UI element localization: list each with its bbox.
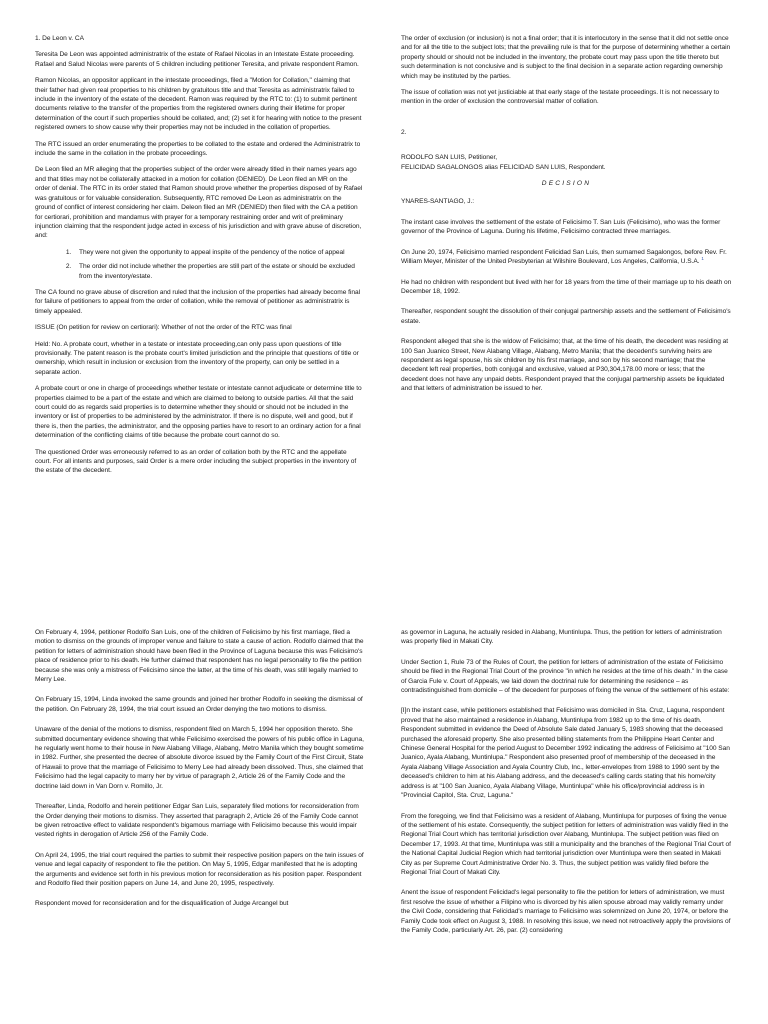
paragraph: Anent the issue of respondent Felicidad's legal personality to file the petition for letters of administration, we must first resolve the issue of whether a Filipino who is divorced by his alien spouse abroad may validly remarry under the Civil Code, considering that Felicidad's marriage to Felicisimo was solemnized on June 20, 1974, or before the Family Code took effect on August 3, 1988. In resolving this issue, we need not retroactively apply the provisions of the Family Code, particularly Art. 26, par. (2) considering: [401, 889, 731, 934]
paragraph: He had no children with respondent but lived with her for 18 years from the time of their marriage up to his death on December 18, 1992.: [401, 278, 732, 295]
paragraph: The instant case involves the settlement of the estate of Felicisimo T. San Luis (Felicisimo), who was the former governor of the Province of Laguna. During his lifetime, Felicisimo contracted three marriages.: [401, 218, 721, 236]
paragraph: The RTC issued an order enumerating the properties to be collated to the estate and ordered the Administratrix to include the same in the collation in the probate proceedings.: [35, 140, 361, 158]
paragraph: From the foregoing, we find that Felicisimo was a resident of Alabang, Muntinlupa for purposes of fixing the venue of the settlement of his estate. Consequently, the subject petition for letters of administration was validly filed in the Regional Trial Court which has territorial jurisdiction over Alabang, Muntinlupa. The subject petition was filed on December 17, 1993. At that time, Muntinlupa was still a municipality and the branches of the Regional Trial Court of the National Capital Judicial Region which had territorial jurisdiction over Muntinlupa were then seated in Makati City as per Supreme Court Administrative Order No. 3. Thus, the subject petition was validly filed before the Regional Trial Court of Makati City.: [401, 812, 731, 876]
paragraph: The issue of collation was not yet justiciable at that early stage of the testate proceedings. It is not necessary to mention in the order of exclusion the controversial matter of collation.: [401, 89, 720, 106]
paragraph: A probate court or one in charge of proceedings whether testate or intestate cannot adjudicate or determine title to properties claimed to be a part of the estate and which are claimed to belong to outside parties. All that the said court could do as regards said properties is to determine whether they should or should not be included in the inventory or list of properties to be administered by the administrator. If there is no dispute, well and good, but if there is, then the parties, the administrator, and the opposing parties have to resort to an ordinary action for a final determination of the conflicting claims of title because the probate court cannot do so.: [35, 385, 362, 440]
party-petitioner: RODOLFO SAN LUIS, Petitioner,: [401, 154, 498, 162]
paragraph: Thereafter, respondent sought the dissolution of their conjugal partnership assets and the settlement of Felicisimo's estate.: [401, 308, 731, 325]
case-number: 2.: [401, 128, 407, 136]
list-item: 2. The order did not include whether the properties are still part of the estate or should be excluded from the inventory/estate.: [73, 262, 363, 281]
top-left-column: [35, 34, 363, 483]
held-paragraph: Held: No. A probate court, whether in a testate or intestate proceeding,can only pass upon questions of title provisionally. The patent reason is the probate court's limited jurisdiction and the principle that questions of title or ownership, which result in inclusion or exclusion from the inventory of the property, can only be settled in a separate action.: [35, 340, 359, 376]
block-quote: [I]n the instant case, while petitioners established that Felicisimo was domiciled in Sta. Cruz, Laguna, respondent proved that he also maintained a residence in Alabang, Muntinlupa from 1982 up to the time of his death. Respondent submitted in evidence the Deed of Absolute Sale dated January 5, 1983 showing that the deceased purchased the aforesaid property. She also presented billing statements from the Philippine Heart Center and Chinese General Hospital for the period August to December 1992 indicating the address of Felicisimo at "100 San Juanico, Ayala Alabang, Muntinlupa." Respondent also presented proof of membership of the deceased in the Ayala Alabang Village Association and Ayala Country Club, Inc., letter-envelopes from 1988 to 1990 sent by the deceased's children to him at his Alabang address, and the deceased's calling cards stating that his home/city address is at "100 San Juanico, Ayala Alabang Village, Muntinlupa" while his office/provincial address is in "Provincial Capitol, Sta. Cruz, Laguna.": [401, 707, 730, 800]
numbered-list: [35, 248, 363, 281]
paragraph: De Leon filed an MR alleging that the properties subject of the order were already titled in their names years ago and that titles may not be collaterally attacked in a motion for collation (DENIED). De Leon filed an MR on the order of denial. The RTC in its order stated that Ramon should prove whether the properties disposed of by Rafael was gratuitous or for valuable consideration. Subsequently, RTC removed De Leon as administratrix on the ground of conflict of interest considering her claim. Deleon filed an MR (DENIED) then filed with the CA a petition for certiorari, prohibition and mandamus with prayer for a temporary restraining order and writ of preliminary injunction claiming that the respondent judge acted in excess of his jurisdiction and with grave abuse of discretion, and:: [35, 166, 363, 240]
paragraph: On April 24, 1995, the trial court required the parties to submit their respective position papers on the twin issues of venue and legal capacity of respondent to file the petition. On May 5, 1995, Edgar manifested that he is adopting the arguments and evidence set forth in his previous motion for reconsideration as his position paper. Respondent and Rodolfo filed their position papers on June 14, and June 20, 1995, respectively.: [35, 851, 364, 887]
paragraph: On February 15, 1994, Linda invoked the same grounds and joined her brother Rodolfo in seeking the dismissal of the petition. On February 28, 1994, the trial court issued an Order denying the two motions to dismiss.: [35, 696, 363, 713]
case-heading: 1. De Leon v. CA: [35, 35, 84, 42]
paragraph: Thereafter, Linda, Rodolfo and herein petitioner Edgar San Luis, separately filed motions for reconsideration from the Order denying their motions to dismiss. They asserted that paragraph 2, Article 26 of the Family Code cannot be given retroactive effect to validate respondent's bigamous marriage with Felicisimo because this would impair vested rights in derogation of Article 256 of the Family Code.: [35, 803, 359, 839]
paragraph: The CA found no grave abuse of discretion and ruled that the inclusion of the properties had already become final for failure of petitioners to appeal from the order of collation, while the removal of petitioner as administratrix is timely appealed.: [35, 288, 360, 315]
list-item: 1. They were not given the opportunity to appeal inspite of the pendency of the notice of appeal: [73, 248, 363, 257]
paragraph: Teresita De Leon was appointed administratrix of the estate of Rafael Nicolas in an Intestate Estate proceeding. Rafael and Salud Nicolas were parents of 5 children including petitioner Teresita, and private respondent Ramon.: [35, 51, 359, 68]
paragraph: Respondent moved for reconsideration and for the disqualification of Judge Arcangel but: [35, 900, 289, 908]
paragraph: The order of exclusion (or inclusion) is not a final order; that it is interlocutory in the sense that it did not settle once and for all the title to the subject lots; that the prevailing rule is that for the purpose of determining whether a certain property should or should not be included in the inventory, the probate court may pass upon the title thereto but such determination is not conclusive and is subject to the final decision in a separate action regarding ownership which may be instituted by the parties.: [401, 35, 731, 80]
paragraph: Respondent alleged that she is the widow of Felicisimo; that, at the time of his death, the decedent was residing at 100 San Juanico Street, New Alabang Village, Alabang, Metro Manila; that the decedent's surviving heirs are respondent as legal spouse, his six children by his first marriage, and son by his second marriage; that the decedent left real properties, both conjugal and exclusive, valued at P30,304,178.00 more or less; that the decedent does not have any unpaid debts. Respondent prayed that the conjugal partnership assets be liquidated and that letters of administration be issued to her.: [401, 338, 729, 393]
top-right-column: [401, 34, 732, 405]
paragraph: as governor in Laguna, he actually resided in Alabang, Muntinlupa. Thus, the petition for letters of administration was properly filed in Makati City.: [401, 629, 722, 646]
issue-paragraph: ISSUE (On petition for review on certiorari): Whether of not the order of the RTC was final: [35, 324, 292, 332]
paragraph: [401, 248, 732, 267]
bottom-left-column: [35, 628, 366, 916]
ponente: YNARES-SANTIAGO, J.:: [401, 198, 475, 206]
paragraph: The questioned Order was erroneously referred to as an order of collation both by the RTC and the appellate court. For all intents and purposes, said Order is a mere order including the subject properties in the inventory of the estate of the decedent.: [35, 448, 357, 475]
paragraph: Under Section 1, Rule 73 of the Rules of Court, the petition for letters of administration of the estate of Felicisimo should be filed in the Regional Trial Court of the province "in which he resides at the time of his death." In the case of Garcia Fule v. Court of Appeals, we laid down the doctrinal rule for determining the residence – as contradistinguished from domicile – of the decedent for purposes of fixing the venue of the settlement of his estate:: [401, 658, 730, 695]
party-respondent: FELICIDAD SAGALONGOS alias FELICIDAD SAN LUIS, Respondent.: [401, 163, 606, 171]
paragraph: On February 4, 1994, petitioner Rodolfo San Luis, one of the children of Felicisimo by his first marriage, filed a motion to dismiss on the grounds of improper venue and failure to state a cause of action. Rodolfo claimed that the petition for letters of administration should have been filed in the Province of Laguna because this was Felicisimo's place of residence prior to his death. He further claimed that respondent has no legal personality to file the petition because she was only a mistress of Felicisimo since the latter, at the time of his death, was still legally married to Merry Lee.: [35, 629, 364, 684]
bottom-right-column: [401, 628, 732, 942]
footnote-link[interactable]: 1: [701, 255, 704, 261]
paragraph: Unaware of the denial of the motions to dismiss, respondent filed on March 5, 1994 her opposition thereto. She submitted documentary evidence showing that while Felicisimo exercised the powers of his public office in Laguna, he regularly went home to their house in New Alabang Village, Alabang, Metro Manila which they bought sometime in 1982. Further, she presented the decree of absolute divorce issued by the Family Court of the First Circuit, State of Hawaii to prove that the marriage of Felicisimo to Merry Lee had already been dissolved. Thus, she claimed that Felicisimo had the legal capacity to marry her by virtue of paragraph 2, Article 26 of the Family Code and the doctrine laid down in Van Dorn v. Romillo, Jr.: [35, 726, 364, 790]
decision-heading: DECISION: [541, 180, 592, 188]
paragraph-text: On June 20, 1974, Felicisimo married respondent Felicidad San Luis, then surnamed Sagalongos, before Rev. Fr. William Meyer, Minister of the United Presbyterian at Wilshire Boulevard, Los Angeles, California, U.S.A.: [401, 248, 727, 266]
bottom-page: [0, 620, 768, 1024]
paragraph: Ramon Nicolas, an oppositor applicant in the intestate proceedings, filed a "Motion for Collation," claiming that their father had given real properties to his children by gratuitous title and that Teresita as administratrix failed to include in the inventory of the estate of the decedent. Ramon was required by the RTC to: (1) to submit pertinent documents relative to the transfer of the properties from the registered owners during their lifetime for proper determination of the court if such properties should be collated, and; (2) set it for hearing with notice to the present registered owners to show cause why their properties may not be included in the collation of properties.: [35, 77, 362, 132]
